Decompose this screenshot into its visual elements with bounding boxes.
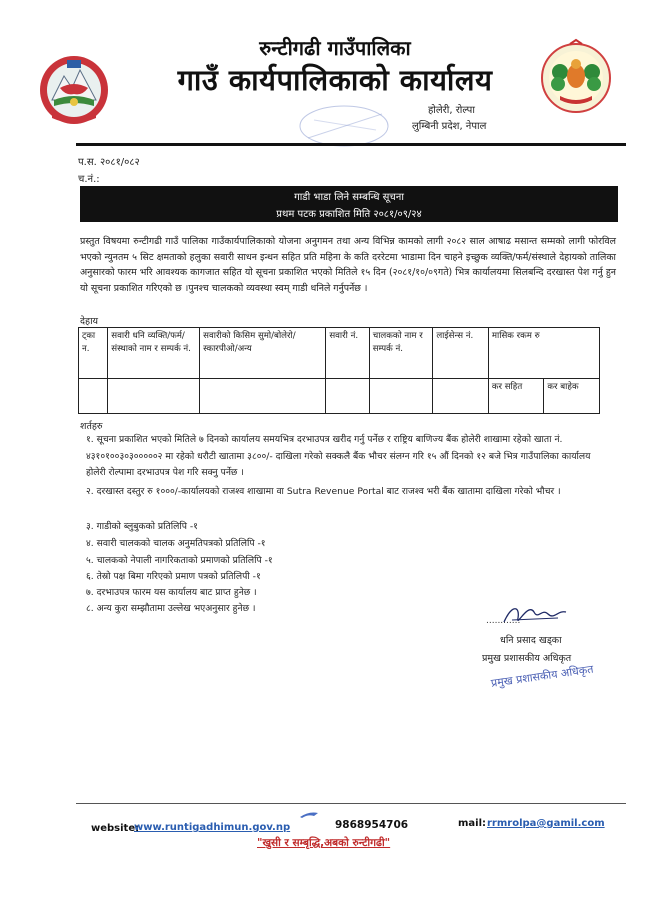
condition-item: ७. दरभाउपत्र फारम यस कार्यालय बाट प्राप्त हुनेछ ।	[86, 587, 257, 598]
phone-number: 9868954706	[335, 819, 409, 831]
table-header-cell: मासिक रकम रु	[488, 328, 599, 379]
condition-item: ५. चालकको नेपाली नागरिकताको प्रमाणको प्रतिलिपि -१	[86, 555, 273, 566]
table-label: देहाय	[80, 316, 99, 327]
signer-name: धनि प्रसाद खड्का	[500, 635, 562, 646]
notice-title-bar	[80, 186, 618, 222]
table-cell	[108, 379, 200, 414]
table-cell	[200, 379, 326, 414]
condition-item: ८. अन्य कुरा सम्झौतामा उल्लेख भएअनुसार हुनेछ ।	[86, 603, 256, 614]
official-stamp: प्रमुख प्रशासकीय अधिकृत	[490, 662, 595, 690]
table-header-cell: सवारीको किसिम सुमो/बोलेरो/स्कारपीओ/अन्य	[200, 328, 326, 379]
municipality-logo-icon	[540, 38, 612, 116]
office-name: गाउँ कार्यपालिकाको कार्यालय	[177, 63, 493, 97]
condition-item: ४. सवारी चालकको चालक अनुमतिपत्रको प्रतिलिपि -१	[86, 538, 266, 549]
website-link[interactable]: www.runtigadhimun.gov.np	[134, 822, 291, 833]
website-label: website:	[91, 823, 140, 834]
phone-icon	[298, 810, 320, 820]
footer-divider	[76, 803, 626, 804]
notice-subtitle: प्रथम पटक प्रकाशित मिति २०८१/०९/२४	[276, 209, 422, 220]
condition-item: ३. गाडीको ब्लुबुकको प्रतिलिपि -१	[86, 521, 198, 532]
table-cell	[369, 379, 433, 414]
condition-item: ६. तेस्रो पक्ष बिमा गरिएको प्रमाण पत्रको प्रतिलिपी -१	[86, 571, 261, 582]
signature-scribble	[498, 598, 570, 632]
condition-item: २. दरखास्त दस्तुर रु १०००/-कार्यालयको राजश्व शाखामा वा Sutra Revenue Portal बाट राजश्व भरी बैंक खातामा दाखिला गरेको भौचर ।	[86, 486, 561, 497]
table-header-cell: सवारी धनि व्यक्ति/फर्म/संस्थाको नाम र सम्पर्क नं.	[108, 328, 200, 379]
conditions-label: शर्तहरु	[80, 421, 103, 432]
vehicle-rate-table	[78, 327, 600, 414]
table-header-cell: ट्का न.	[79, 328, 108, 379]
nepal-government-emblem-icon	[38, 50, 110, 130]
fiscal-year-ref: प.स. २०८१/०८२	[78, 157, 140, 168]
rate-subheader-with-tax: कर सहित	[488, 379, 544, 414]
address-line-2: लुम्बिनी प्रदेश, नेपाल	[412, 121, 487, 132]
table-row	[79, 379, 600, 414]
table-header-cell: चालकको नाम र सम्पर्क नं.	[369, 328, 433, 379]
signature-line: ............	[486, 616, 521, 626]
header-divider	[76, 143, 626, 146]
notice-title: गाडी भाडा लिने सम्बन्धि सूचना	[294, 192, 404, 203]
notice-body-paragraph: प्रस्तुत विषयमा रुन्टीगढी गाउँ पालिका गाउँकार्यपालिकाको योजना अनुगमन तथा अन्य विभिन्न कामको लागी २०८२ साल आषाढ मसान्त सम्मको लागी फोरविल भएको न्युनतम ५ सिट क्षमताको हलुका सवारी साधन इन्धन सहित प्रति महिना के कति दररेटमा भाडामा दिन चाहने इच्छुक व्यक्ति/फर्म/संस्थाले देहायको तालिका अनुसारको फारम भरि आवश्यक कागजात सहित यो सूचना प्रकाशित भएको मितिले १५ दिन (२०८१/१०/०९गते) भित्र कार्यालयमा सिलबन्दि दरखास्त पेश गर्नु हुन यो सूचना प्रकाशित गरिएको छ ।पुनश्च चालकको व्यवस्था स्वम् गाडी धनिले गर्नुपर्नेछ ।	[80, 236, 616, 294]
mail-label: mail:	[458, 818, 487, 829]
condition-item: १. सूचना प्रकाशित भएको मितिले ७ दिनको कार्यालय समयभित्र दरभाउपत्र खरीद गर्नु पर्नेछ र राष्ट्रिय बाणिज्य बैंक होलेरी शाखामा रहेको खाता नं. ४३१०१००३०३०००००२ मा रहेको धरौटी खातामा ३८००/- दाखिला गरेको सक्कलै बैंक भौचर संलग्न गरि १५ औं दिनको १२ बजे भित्र गाउँपालिका कार्यालय होलेरी रोल्पामा दरभाउपत्र पेश गरि सक्नु पर्नेछ ।	[86, 434, 591, 478]
table-header-cell: लाईसेन्स नं.	[433, 328, 489, 379]
table-header-row	[79, 328, 600, 379]
email-link[interactable]: rrmrolpa@gamil.com	[487, 818, 605, 829]
address-line-1: होलेरी, रोल्पा	[428, 105, 475, 116]
footer-slogan: "खुसी र सम्बृद्धि,अबको रुन्टीगढी"	[257, 837, 391, 849]
table-header-cell: सवारी नं.	[326, 328, 369, 379]
table-cell	[433, 379, 489, 414]
table-cell	[326, 379, 369, 414]
rate-subheader-without-tax: कर बाहेक	[544, 379, 600, 414]
signer-title: प्रमुख प्रशासकीय अधिकृत	[482, 653, 572, 664]
table-cell	[79, 379, 108, 414]
dispatch-number: च.नं.:	[78, 174, 100, 185]
municipality-name: रुन्टीगढी गाउँपालिका	[259, 36, 411, 60]
